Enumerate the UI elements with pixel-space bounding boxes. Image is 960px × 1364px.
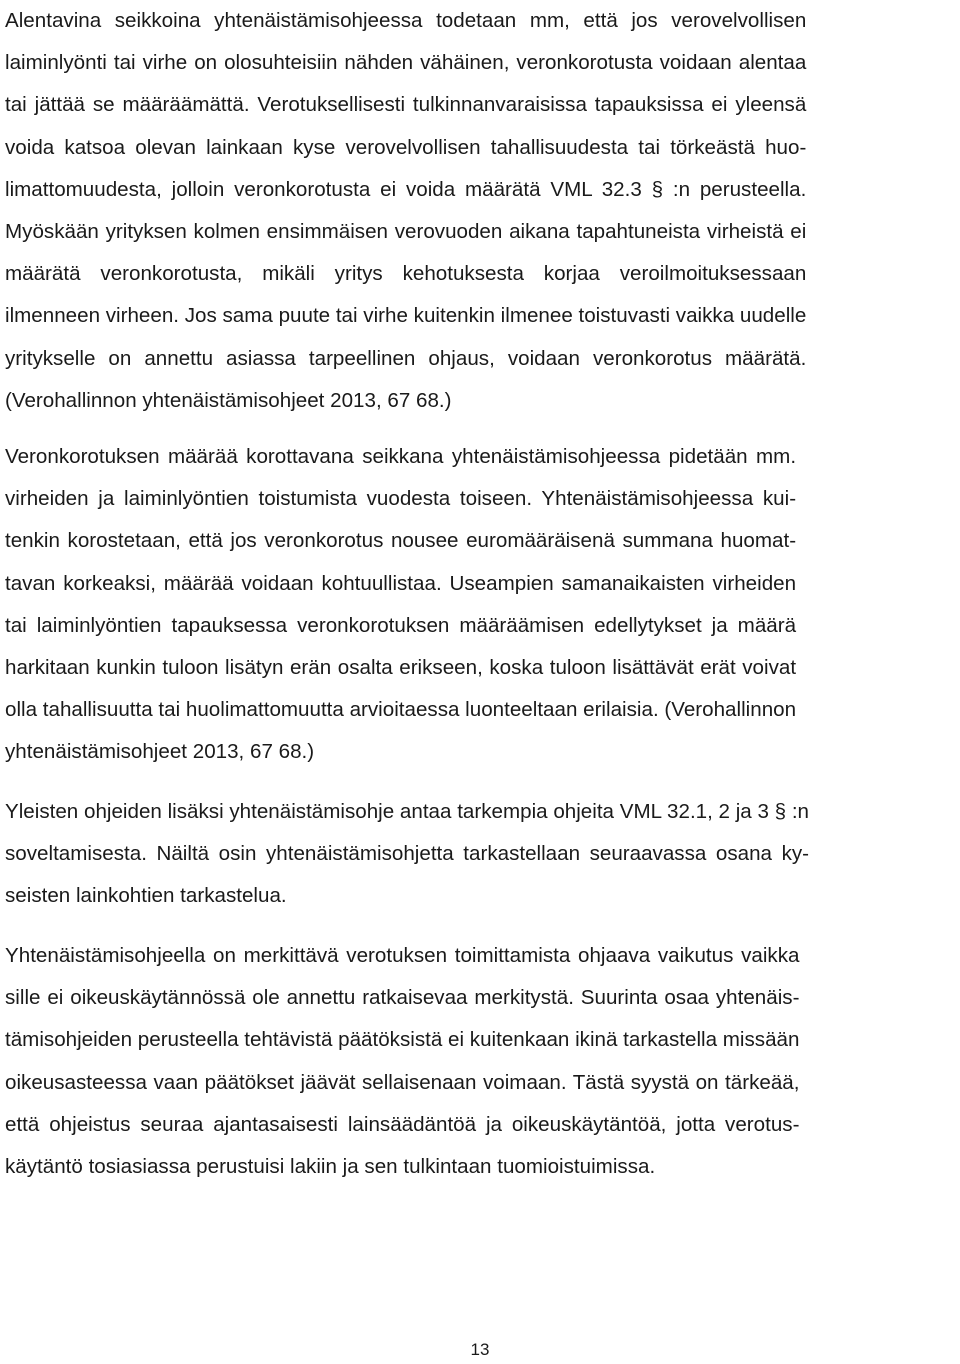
text-line: tavan korkeaksi, määrää voidaan kohtuullistaa. Useampien samanaikaisten virheiden (5, 571, 797, 595)
text-line: soveltamisesta. Näiltä osin yhtenäistämisohjetta tarkastellaan seuraavassa osana ky- (5, 842, 810, 866)
text-line: Yleisten ohjeiden lisäksi yhtenäistämisohje antaa tarkempia ohjeita VML 32.1, 2 ja 3 § :n (5, 800, 810, 823)
text-line: harkitaan kunkin tuloon lisätyn erän osalta erikseen, koska tuloon lisättävät erät voivat (5, 655, 797, 679)
text-line: Yhtenäistämisohjeella on merkittävä verotuksen toimittamista ohjaava vaikutus vaikka (5, 944, 800, 967)
text-line: voida katsoa olevan lainkaan kyse verovelvollisen tahallisuudesta tai törkeästä huo- (5, 135, 807, 159)
paragraph-reduction-grounds (5, 0, 806, 422)
text-line: olla tahallisuutta tai huolimattomuutta arvioitaessa luonteeltaan erilaisia. (Verohallinnon (5, 698, 797, 722)
text-line: limattomuudesta, jolloin veronkorotusta ei voida määrätä VML 32.3 § :n perusteella. (5, 177, 807, 201)
text-line: määrätä veronkorotusta, mikäli yritys kehotuksesta korjaa veroilmoituksessaan (5, 262, 807, 286)
text-line: tai jättää se määräämättä. Verotuksellisesti tulkinnanvaraisissa tapauksissa ei yleensä (5, 93, 807, 117)
text-line: että ohjeistus seuraa ajantasaisesti lainsäädäntöä ja oikeuskäytäntöä, jotta verotus- (5, 1112, 800, 1136)
text-line: ilmenneen virheen. Jos sama puute tai virhe kuitenkin ilmenee toistuvasti vaikka uudelle (5, 304, 807, 328)
page-number: 13 (470, 1340, 490, 1359)
text-line: Myöskään yrityksen kolmen ensimmäisen verovuoden aikana tapahtuneista virheistä ei (5, 219, 807, 243)
text-line: laiminlyönti tai virhe on olosuhteisiin nähden vähäinen, veronkorotusta voidaan alentaa (5, 51, 807, 75)
text-line: käytäntö tosiasiassa perustuisi lakiin ja sen tulkintaan tuomioistuimissa. (5, 1154, 656, 1178)
text-line: tai laiminlyöntien tapauksessa veronkorotuksen määräämisen edellytykset ja määrä (5, 613, 797, 637)
paragraph-increase-grounds (5, 436, 796, 774)
paragraph-specific-guidance (5, 791, 809, 918)
text-line: yhtenäistämisohjeet 2013, 67 68.) (5, 740, 315, 764)
text-line: oikeusasteessa vaan päätökset jäävät sellaisenaan voimaan. Tästä syystä on tärkeää, (5, 1070, 800, 1094)
text-line: yritykselle on annettu asiassa tarpeellinen ohjaus, voidaan veronkorotus määrätä. (5, 346, 807, 370)
text-line: Veronkorotuksen määrää korottavana seikkana yhtenäistämisohjeessa pidetään mm. (5, 445, 797, 468)
text-line: tämisohjeiden perusteella tehtävistä päätöksistä ei kuitenkaan ikinä tarkastella missään (5, 1028, 800, 1052)
text-line: seisten lainkohtien tarkastelua. (5, 884, 287, 908)
text-line: Alentavina seikkoina yhtenäistämisohjeessa todetaan mm, että jos verovelvollisen (5, 9, 807, 32)
text-line: virheiden ja laiminlyöntien toistumista vuodesta toiseen. Yhtenäistämisohjeessa kui- (5, 487, 797, 511)
paragraph-guidance-significance (5, 935, 799, 1188)
text-line: sille ei oikeuskäytännössä ole annettu ratkaisevaa merkitystä. Suurinta osaa yhtenäis- (5, 986, 800, 1010)
text-line: (Verohallinnon yhtenäistämisohjeet 2013, 67 68.) (5, 388, 452, 412)
text-line: tenkin korostetaan, että jos veronkorotus nousee euromääräisenä summana huomat- (5, 529, 797, 553)
